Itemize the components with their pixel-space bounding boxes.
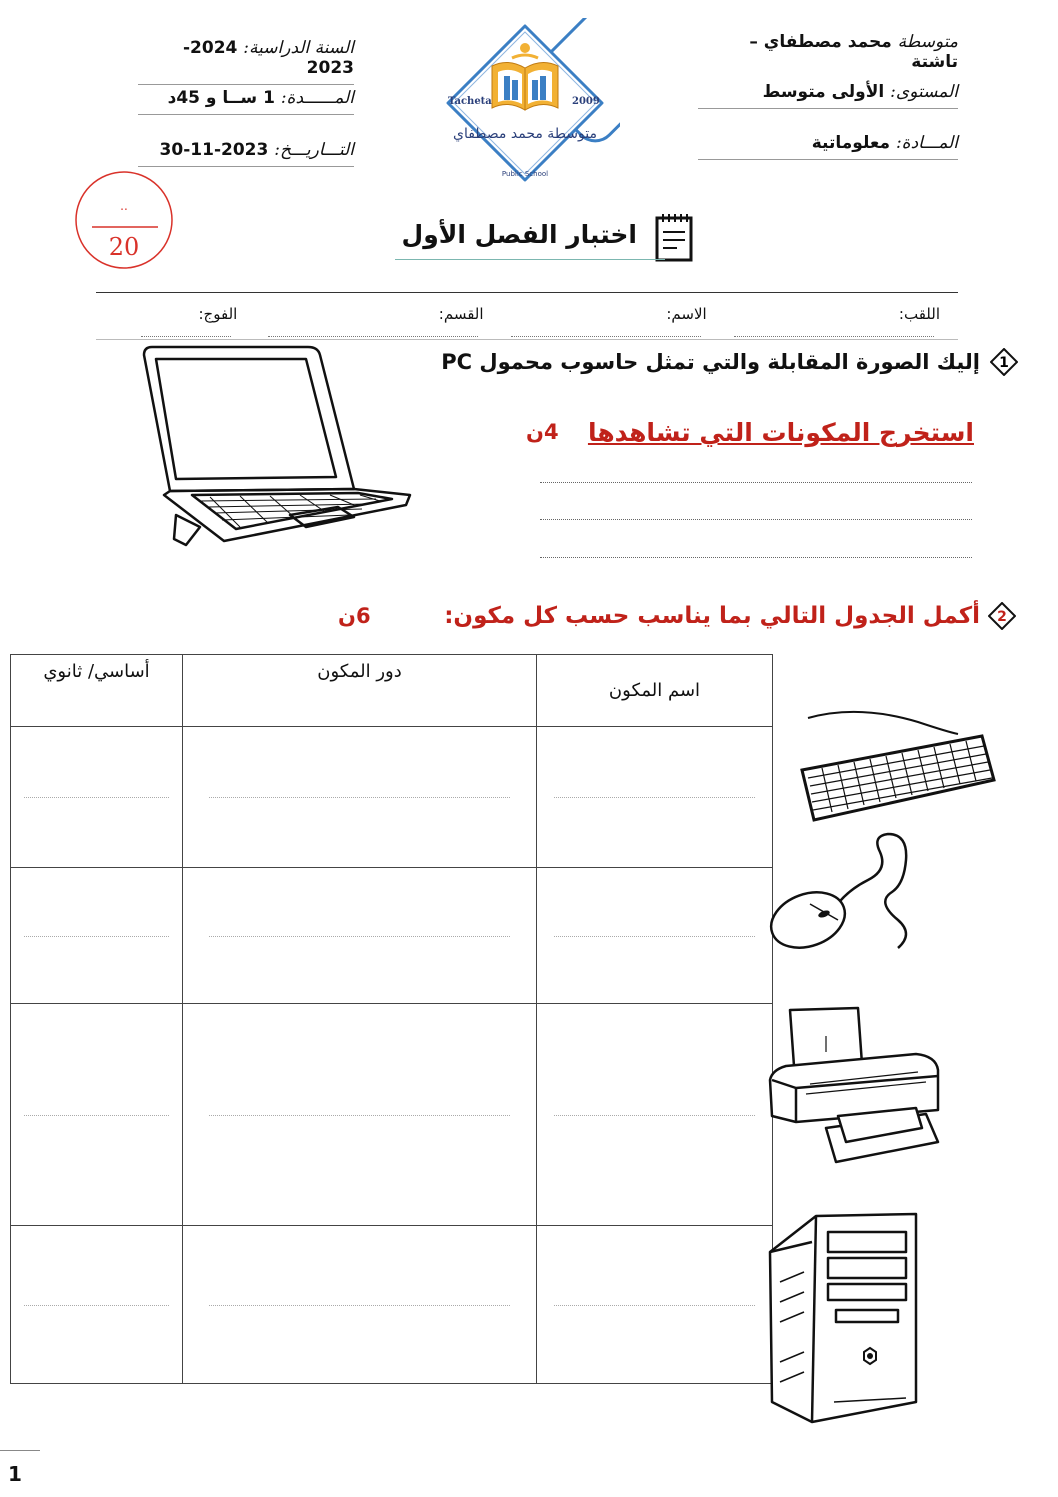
header-component-name: اسم المكون: [537, 655, 773, 727]
score-total: 20: [108, 233, 140, 261]
school-name: محمد مصطفاي – تاشتة: [749, 32, 958, 72]
class-label: القسم:: [438, 305, 484, 323]
level-label: المستوى:: [890, 82, 958, 102]
exam-title-block: [395, 210, 705, 260]
components-table: [10, 654, 773, 1384]
date-line: [138, 140, 354, 167]
surname-field[interactable]: [707, 305, 940, 341]
logo-right-text: 2009: [572, 96, 600, 107]
computer-case-icon: [766, 1212, 946, 1427]
question-2-text: أكمل الجدول التالي بما يناسب حسب كل مكون:: [444, 603, 980, 629]
question-1-number: 1: [999, 355, 1009, 371]
logo-arabic-text: متوسطة محمد مصطفاي: [453, 126, 597, 142]
exam-title: اختبار الفصل الأول: [401, 220, 637, 249]
header-primary-secondary: أساسي/ ثانوي: [11, 655, 183, 727]
table-cell[interactable]: [11, 1004, 183, 1226]
question-1: [441, 348, 1018, 376]
question-1-text: إليك الصورة المقابلة والتي تمثل حاسوب محمول PC: [441, 350, 980, 374]
table-cell[interactable]: [183, 727, 537, 868]
mouse-icon: [768, 830, 918, 960]
student-info-row: [110, 305, 940, 341]
school-line: [698, 32, 958, 72]
table-cell[interactable]: [183, 868, 537, 1004]
level-value: الأولى متوسط: [762, 82, 885, 102]
surname-label: اللقب:: [898, 305, 940, 323]
question-2-points: 6ن: [338, 604, 371, 628]
duration-label: المــــــدة:: [280, 88, 354, 108]
level-line: [698, 82, 958, 109]
answer-line[interactable]: [540, 557, 972, 558]
table-cell[interactable]: [11, 868, 183, 1004]
question-number-badge: [990, 348, 1018, 376]
group-label: الفوج:: [198, 305, 238, 323]
name-field[interactable]: [484, 305, 707, 341]
year-line: [138, 38, 354, 85]
table-cell[interactable]: [537, 868, 773, 1004]
notepad-icon: [653, 212, 697, 264]
divider-top: [96, 292, 958, 293]
question-2-number: 2: [997, 609, 1007, 625]
table-cell[interactable]: [537, 727, 773, 868]
subject-line: [698, 133, 958, 160]
table-cell[interactable]: [183, 1226, 537, 1384]
score-circle: [74, 170, 174, 270]
table-cell[interactable]: [183, 1004, 537, 1226]
name-label: الاسم:: [666, 305, 707, 323]
table-row: [11, 727, 773, 868]
subject-value: معلوماتية: [811, 133, 891, 153]
score-value: ..: [120, 199, 128, 213]
question-1-subtitle: استخرج المكونات التي تشاهدها: [587, 418, 974, 447]
printer-icon: [766, 1004, 946, 1174]
school-logo: [430, 18, 620, 188]
date-label: التـــاريـــخ:: [274, 140, 354, 160]
logo-left-text: Tacheta: [448, 96, 492, 107]
logo-bottom-text: Public School: [501, 170, 549, 178]
page-number: 1: [8, 1462, 22, 1486]
question-number-badge: [988, 602, 1016, 630]
question-2: [444, 602, 1016, 630]
table-row: [11, 868, 773, 1004]
year-label: السنة الدراسية:: [243, 38, 354, 58]
answer-line[interactable]: [540, 482, 972, 483]
table-cell[interactable]: [537, 1226, 773, 1384]
question-1-points: 4ن: [526, 420, 559, 444]
keyboard-icon: [798, 708, 998, 826]
laptop-icon: [140, 345, 415, 550]
table-cell[interactable]: [537, 1004, 773, 1226]
table-header-row: [11, 655, 773, 727]
date-value: 2023-11-30: [159, 140, 269, 160]
duration-line: [138, 88, 354, 115]
subject-label: المـــادة:: [895, 133, 958, 153]
class-field[interactable]: [237, 305, 483, 341]
table-cell[interactable]: [11, 727, 183, 868]
table-row: [11, 1004, 773, 1226]
page-divider: [0, 1450, 40, 1451]
school-label: متوسطة: [897, 32, 958, 52]
divider-bottom: [96, 339, 958, 340]
group-field[interactable]: [110, 305, 237, 341]
answer-line[interactable]: [540, 519, 972, 520]
year-value: 2024-2023: [182, 38, 354, 78]
table-row: [11, 1226, 773, 1384]
duration-value: 1 ســا و 45د: [167, 88, 275, 108]
table-cell[interactable]: [11, 1226, 183, 1384]
header-component-role: دور المكون: [183, 655, 537, 727]
